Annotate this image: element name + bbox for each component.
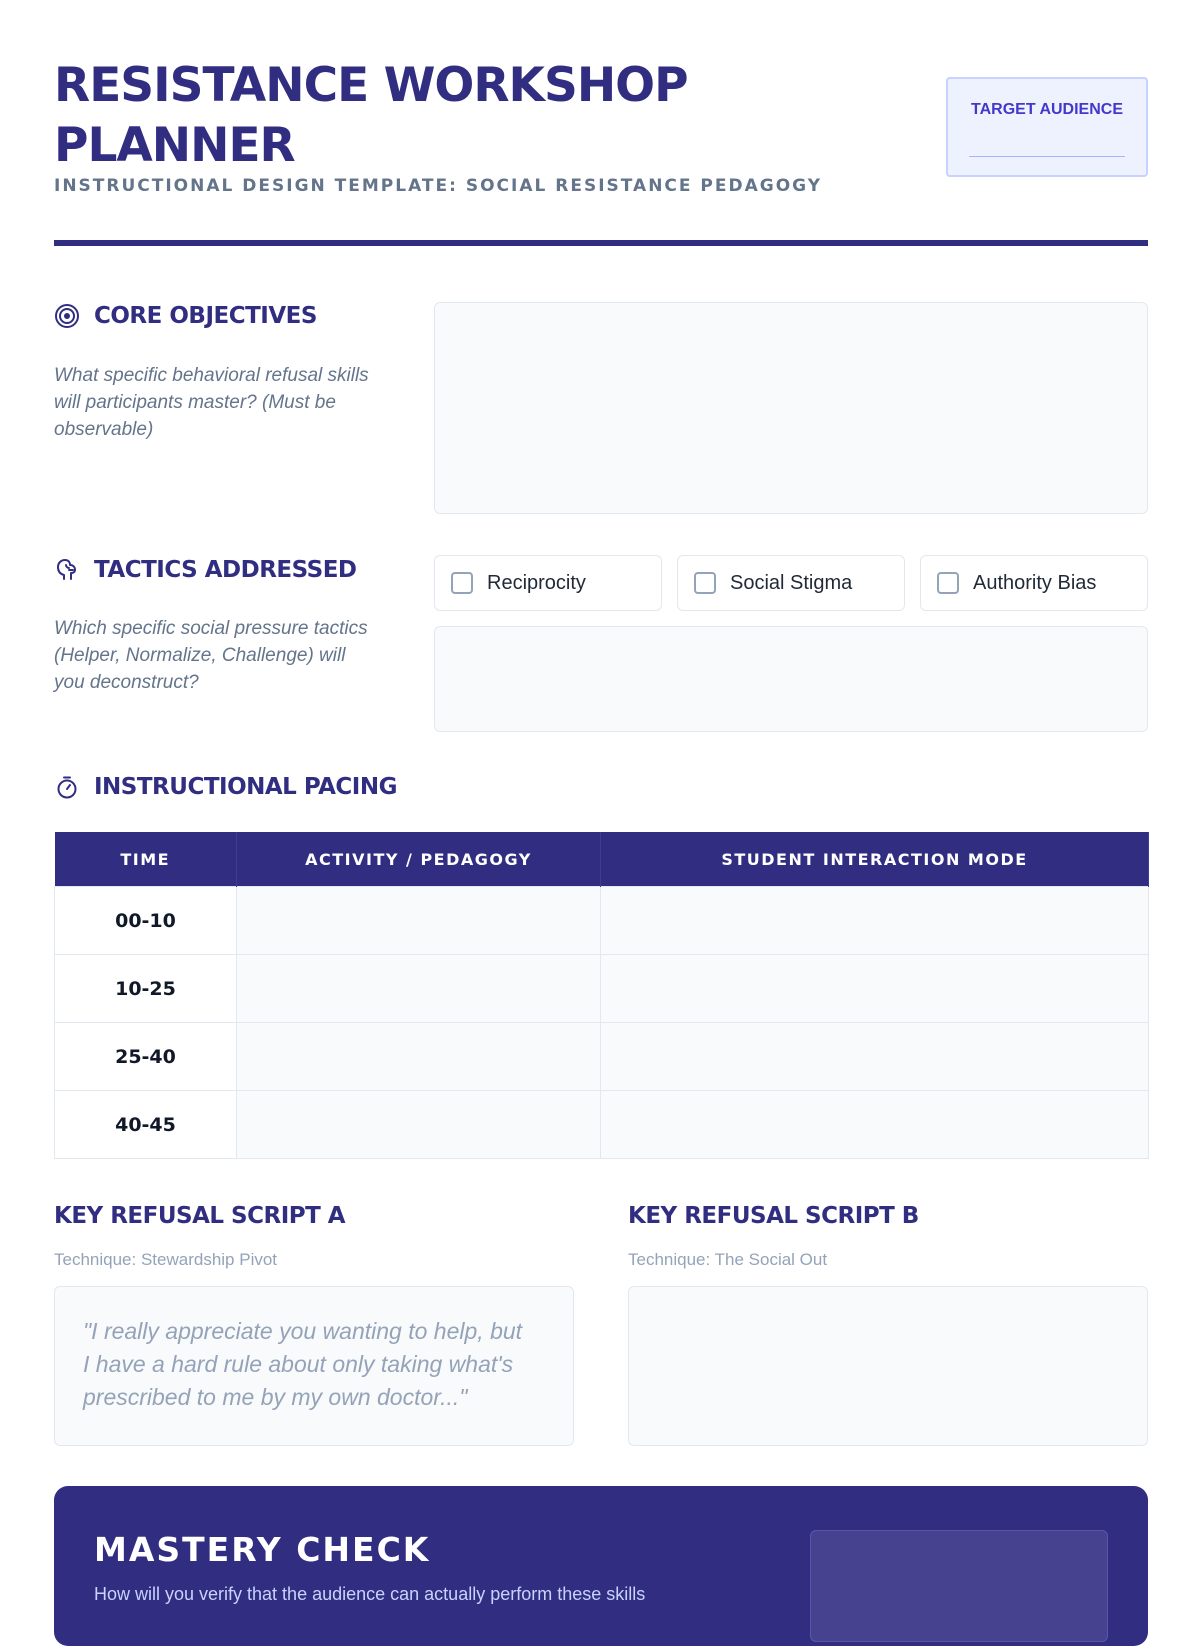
table-row bbox=[55, 1023, 1149, 1091]
mastery-check-description: How will you verify that the audience can actually perform these skills bbox=[94, 1584, 646, 1604]
pacing-title: INSTRUCTIONAL PACING bbox=[94, 774, 397, 800]
mastery-check-panel bbox=[54, 1486, 1148, 1646]
mastery-check-field[interactable] bbox=[810, 1530, 1108, 1642]
tactic-option-social-stigma[interactable] bbox=[677, 555, 905, 611]
target-audience-input-line[interactable] bbox=[969, 156, 1125, 157]
column-header-activity: ACTIVITY / PEDAGOGY bbox=[237, 832, 601, 887]
checkbox[interactable] bbox=[451, 572, 473, 594]
table-row bbox=[55, 1091, 1149, 1159]
tactics-notes-field[interactable] bbox=[434, 626, 1148, 732]
interaction-mode-cell[interactable] bbox=[601, 955, 1149, 1023]
table-row bbox=[55, 887, 1149, 955]
activity-cell[interactable] bbox=[237, 1023, 601, 1091]
tactic-option-authority-bias[interactable] bbox=[920, 555, 1148, 611]
core-objectives-field[interactable] bbox=[434, 302, 1148, 514]
column-header-interaction-mode: STUDENT INTERACTION MODE bbox=[601, 832, 1149, 887]
pacing-table-header-row bbox=[55, 832, 1149, 887]
tactic-option-label: Authority Bias bbox=[973, 571, 1097, 594]
tactic-option-reciprocity[interactable] bbox=[434, 555, 662, 611]
script-a-placeholder: "I really appreciate you wanting to help, but I have a hard rule about only taking what's prescribed to me by my own doctor..." bbox=[83, 1318, 523, 1410]
script-a-field[interactable] bbox=[54, 1286, 574, 1446]
core-objectives-title: CORE OBJECTIVES bbox=[94, 303, 317, 329]
script-b-title: KEY REFUSAL SCRIPT B bbox=[628, 1203, 919, 1229]
core-objectives-header bbox=[54, 303, 317, 329]
script-b-technique: Technique: The Social Out bbox=[628, 1250, 828, 1269]
time-cell: 25-40 bbox=[55, 1023, 237, 1091]
pacing-table bbox=[54, 832, 1149, 1159]
script-b-field[interactable] bbox=[628, 1286, 1148, 1446]
time-cell: 00-10 bbox=[55, 887, 237, 955]
tactics-title: TACTICS ADDRESSED bbox=[94, 557, 357, 583]
target-audience-box[interactable] bbox=[946, 77, 1148, 177]
stopwatch-icon bbox=[54, 774, 80, 800]
activity-cell[interactable] bbox=[237, 887, 601, 955]
activity-cell[interactable] bbox=[237, 1091, 601, 1159]
header-divider bbox=[54, 240, 1148, 246]
brain-icon bbox=[54, 557, 80, 583]
core-objectives-description: What specific behavioral refusal skills will participants master? (Must be observable) bbox=[54, 365, 369, 440]
tactic-option-label: Social Stigma bbox=[730, 571, 853, 594]
target-icon bbox=[54, 303, 80, 329]
script-a-technique: Technique: Stewardship Pivot bbox=[54, 1250, 278, 1269]
tactics-description: Which specific social pressure tactics (Helper, Normalize, Challenge) will you deconstruct? bbox=[54, 618, 368, 693]
checkbox[interactable] bbox=[937, 572, 959, 594]
script-a-title: KEY REFUSAL SCRIPT A bbox=[54, 1203, 346, 1229]
table-row bbox=[55, 955, 1149, 1023]
time-cell: 10-25 bbox=[55, 955, 237, 1023]
pacing-header bbox=[54, 774, 397, 800]
activity-cell[interactable] bbox=[237, 955, 601, 1023]
column-header-time: TIME bbox=[55, 832, 237, 887]
tactic-option-label: Reciprocity bbox=[487, 571, 586, 594]
time-cell: 40-45 bbox=[55, 1091, 237, 1159]
mastery-check-title: MASTERY CHECK bbox=[94, 1530, 431, 1569]
interaction-mode-cell[interactable] bbox=[601, 887, 1149, 955]
target-audience-label: TARGET AUDIENCE bbox=[971, 101, 1123, 118]
checkbox[interactable] bbox=[694, 572, 716, 594]
page-title: RESISTANCE WORKSHOP PLANNER bbox=[54, 58, 688, 173]
interaction-mode-cell[interactable] bbox=[601, 1023, 1149, 1091]
interaction-mode-cell[interactable] bbox=[601, 1091, 1149, 1159]
tactics-header bbox=[54, 557, 357, 583]
page-subtitle: INSTRUCTIONAL DESIGN TEMPLATE: SOCIAL RESISTANCE PEDAGOGY bbox=[54, 176, 823, 196]
